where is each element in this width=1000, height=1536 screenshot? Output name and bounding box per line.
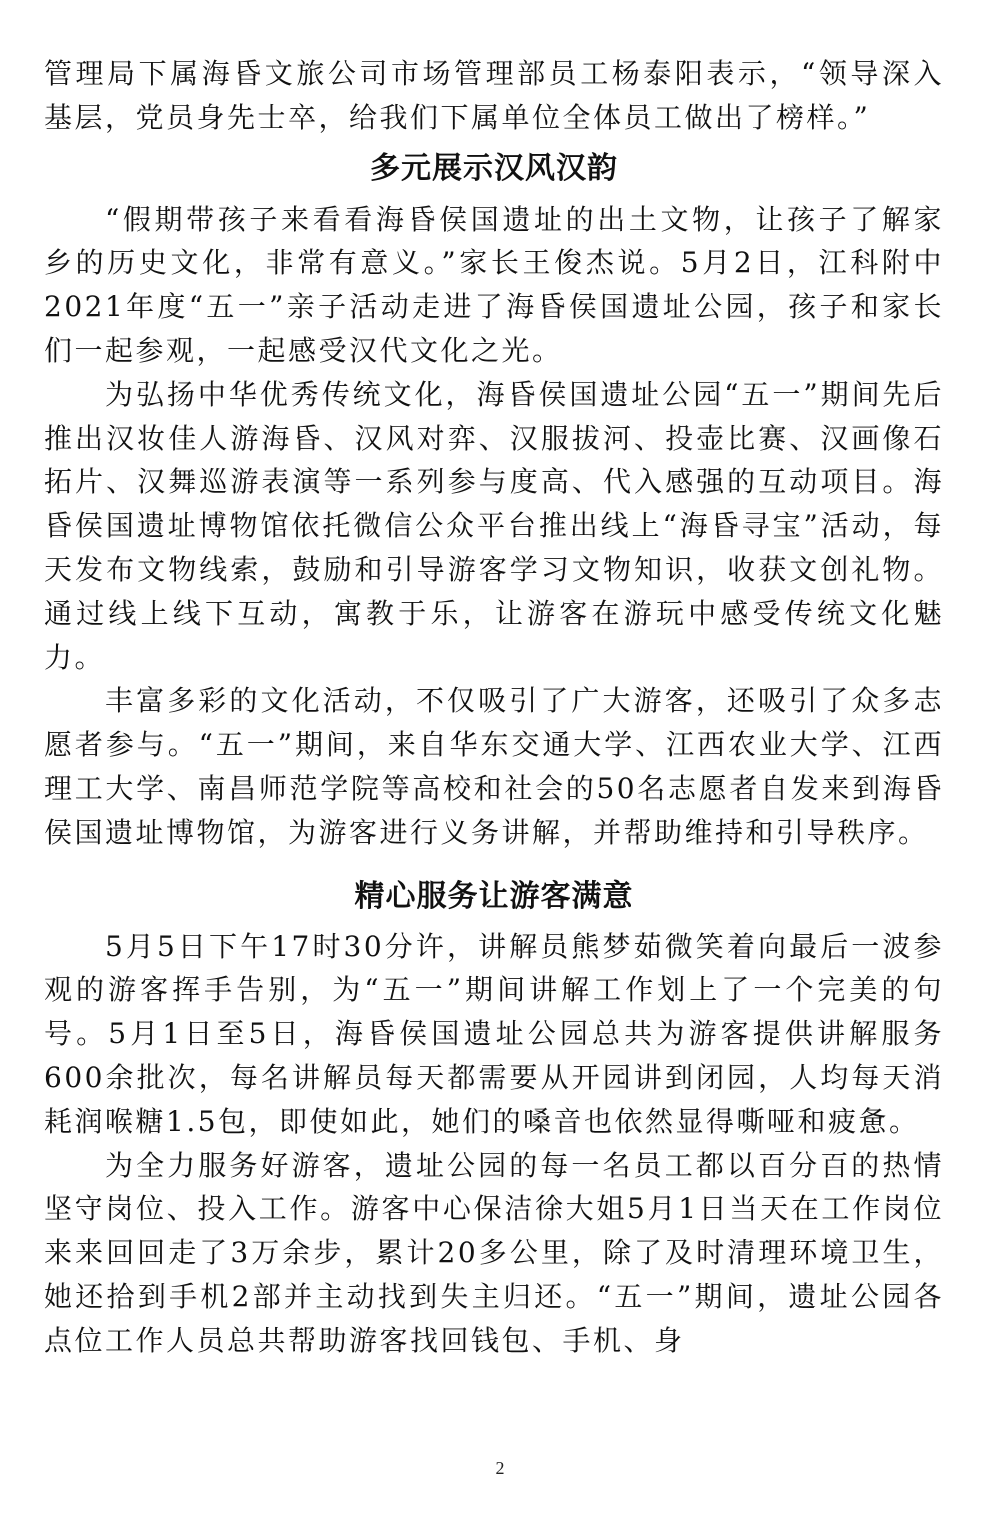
intro-paragraph: 管理局下属海昏文旅公司市场管理部员工杨泰阳表示，“领导深入基层，党员身先士卒，给我们下属单位全体员工做出了榜样。” — [44, 57, 944, 134]
paragraph-volunteers: 丰富多彩的文化活动，不仅吸引了广大游客，还吸引了众多志愿者参与。“五一”期间，来自华东交通大学、江西农业大学、江西理工大学、南昌师范学院等高校和社会的50名志愿者自发来到海昏侯国遗址博物馆，为游客进行义务讲解，并帮助维持和引导秩序。 — [44, 684, 944, 849]
section-heading-service: 精心服务让游客满意 — [354, 878, 634, 914]
paragraph-family-visit: “假期带孩子来看看海昏侯国遗址的出土文物，让孩子了解家乡的历史文化，非常有意义。”家长王俊杰说。5月2日，江科附中2021年度“五一”亲子活动走进了海昏侯国遗址公园，孩子和家长们一起参观，一起感受汉代文化之光。 — [44, 202, 944, 367]
paragraph-guide-service: 5月5日下午17时30分许，讲解员熊梦茹微笑着向最后一波参观的游客挥手告别，为“五一”期间讲解工作划上了一个完美的句号。5月1日至5日，海昏侯国遗址公园总共为游客提供讲解服务600余批次，每名讲解员每天都需要从开园讲到闭园，人均每天消耗润喉糖1.5包，即使如此，她们的嗓音也依然显得嘶哑和疲惫。 — [44, 929, 944, 1138]
section-heading-han-style: 多元展示汉风汉韵 — [370, 150, 618, 186]
page-number: 2 — [495, 1458, 505, 1478]
document-page — [44, 52, 944, 1363]
paragraph-interactive-events: 为弘扬中华优秀传统文化，海昏侯国遗址公园“五一”期间先后推出汉妆佳人游海昏、汉风对弈、汉服拔河、投壶比赛、汉画像石拓片、汉舞巡游表演等一系列参与度高、代入感强的互动项目。海昏侯国遗址博物馆依托微信公众平台推出线上“海昏寻宝”活动，每天发布文物线索，鼓励和引导游客学习文物知识，收获文创礼物。通过线上线下互动，寓教于乐，让游客在游玩中感受传统文化魅力。 — [44, 377, 944, 674]
paragraph-staff-dedication: 为全力服务好游客，遗址公园的每一名员工都以百分百的热情坚守岗位、投入工作。游客中心保洁徐大姐5月1日当天在工作岗位来来回回走了3万余步，累计20多公里，除了及时清理环境卫生，她还拾到手机2部并主动找到失主归还。“五一”期间，遗址公园各点位工作人员总共帮助游客找回钱包、手机、身 — [44, 1148, 944, 1357]
